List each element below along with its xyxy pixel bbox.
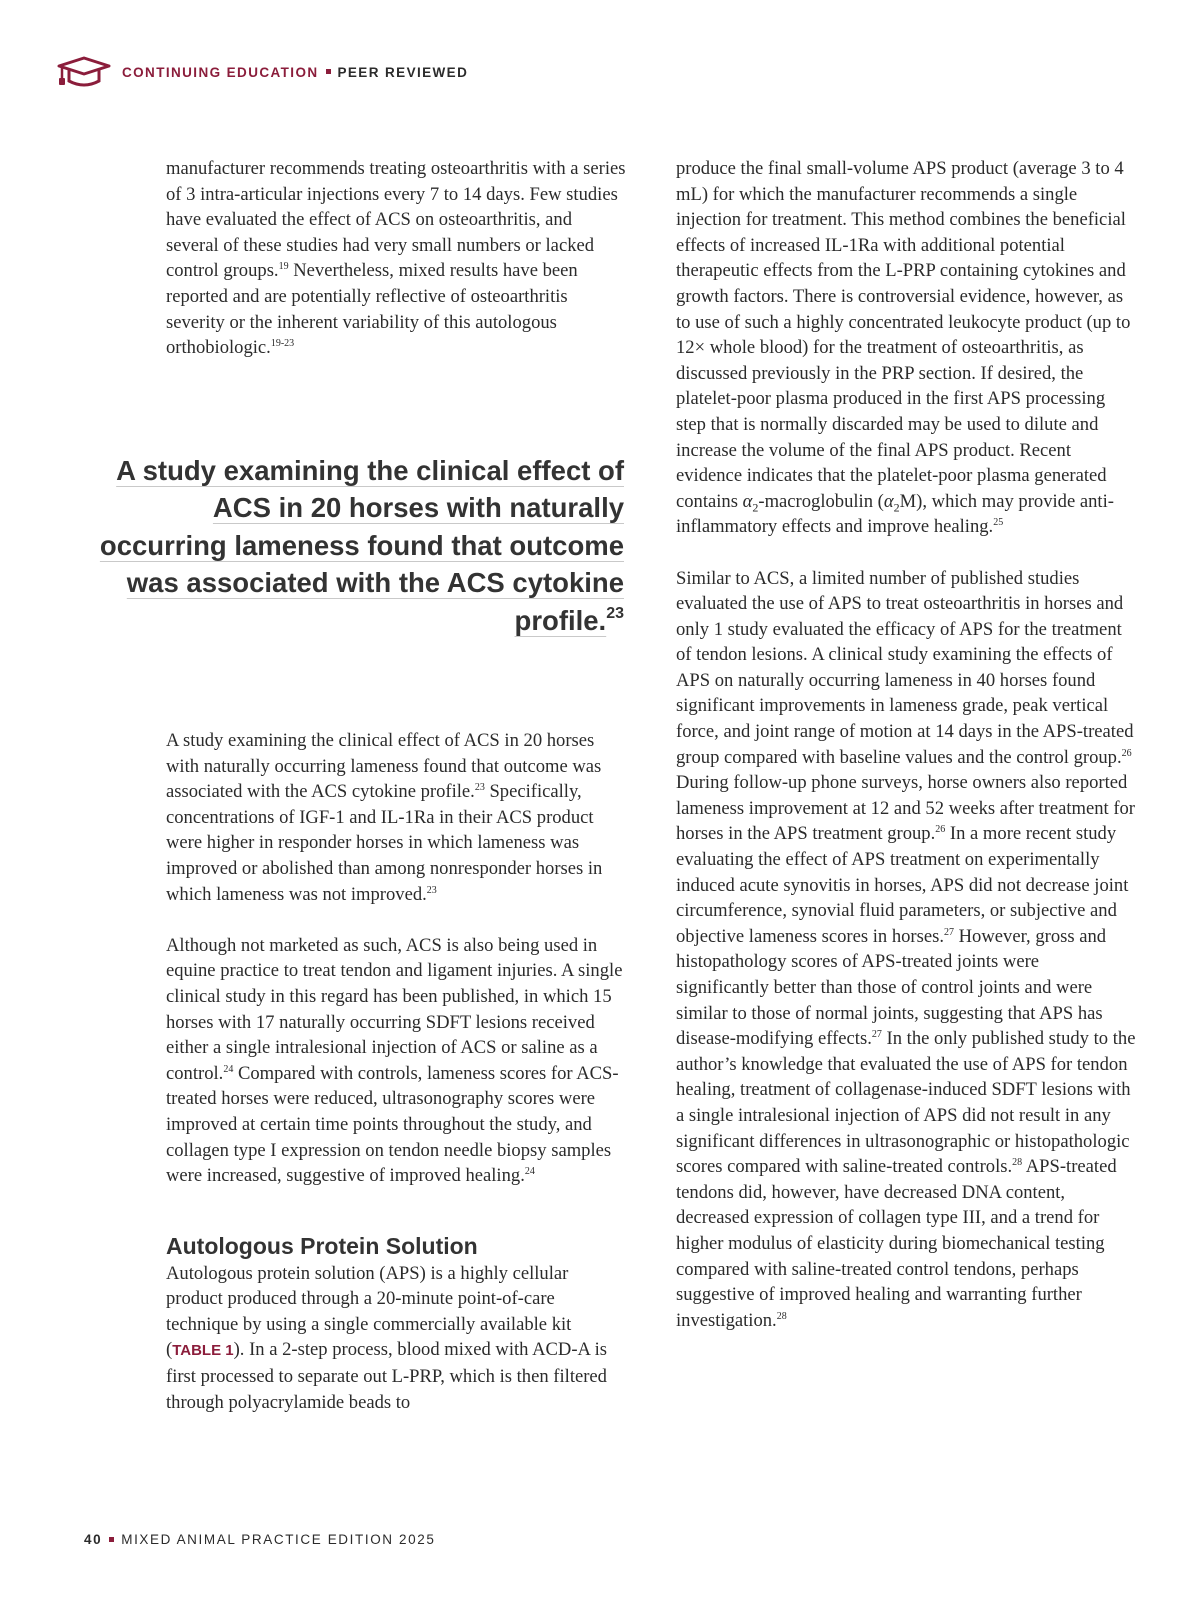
section-heading: Autologous Protein Solution — [166, 1232, 478, 1259]
citation: 23 — [426, 884, 437, 896]
citation: 25 — [993, 517, 1004, 529]
pull-quote-citation: 23 — [606, 604, 624, 622]
right-column — [676, 156, 1136, 1333]
citation: 27 — [943, 926, 954, 938]
left-column-bottom — [166, 728, 626, 1415]
citation: 24 — [223, 1063, 234, 1075]
citation: 27 — [871, 1029, 882, 1041]
citation: 24 — [524, 1166, 535, 1178]
paragraph: Although not marketed as such, ACS is also being used in equine practice to treat tendon and ligament injuries. A single clinical study in this regard has been published, in which 15 horses with 17 naturally occurring SDFT lesions received either a single intralesional injection of ACS or saline as a control.$^{24}$ Compared with controls, lameness scores for ACS-treated horses were reduced, ultrasonography scores were improved at certain time points throughout the study, and collagen type I expression on tendon needle biopsy samples were increased, suggestive of improved healing.$^{24}$ — [166, 934, 623, 1187]
graduation-cap-icon — [56, 52, 112, 92]
running-header — [56, 52, 468, 92]
citation: 26 — [935, 824, 946, 836]
citation: 19-23 — [270, 338, 295, 350]
header-label — [122, 65, 468, 80]
paragraph: manufacturer recommends treating osteoarthritis with a series of 3 intra-articular injections every 7 to 14 days. Few studies have evaluated the effect of ACS on osteoarthritis, and several of these studies had very small numbers or lacked control groups.$^{19}$ Nevertheless, mixed results have been reported and are potentially reflective of osteoarthritis severity or the inherent variability of this autologous orthobiologic.$^{19-23}$ — [166, 158, 626, 359]
paragraph: Similar to ACS, a limited number of published studies evaluated the use of APS to treat osteoarthritis in horses and only 1 study evaluated the efficacy of APS for the treatment of tendon lesions. A clinical study examining the effects of APS on naturally occurring lameness in 40 horses found significant improvements in lameness grade, peak vertical force, and joint range of motion at 14 days in the APS-treated group compared with baseline values and the control group.$^{26}$ During follow-up phone surveys, horse owners also reported lameness improvement at 12 and 52 weeks after treatment for horses in the APS treatment group.$^{26}$ In a more recent study evaluating the effect of APS treatment on experimentally induced acute synovitis in horses, APS did not decrease joint circumference, synovial fluid parameters, or subjective and objective lameness scores in horses.$^{27}$ However, gross and histopathology scores of APS-treated joints were significantly better than those of control joints and were similar to those of normal joints, suggesting that APS has disease-modifying effects.$^{27}$ In the only published study to the author’s knowledge that evaluated the use of APS for tendon healing, treatment of collagenase-induced SDFT lesions with a single intralesional injection of APS did not result in any significant differences in ultrasonographic or histopathologic scores compared with saline-treated controls.$^{28}$ APS-treated tendons did, however, have decreased DNA content, decreased expression of collagen type III, and a trend for higher modulus of elasticity during biomechanical testing compared with saline-treated control tendons, perhaps suggestive of improved healing and warranting further investigation.$^{28}$ — [676, 567, 1136, 1331]
header-subsection: PEER REVIEWED — [337, 64, 469, 80]
paragraph: A study examining the clinical effect of ACS in 20 horses with naturally occurring lameness found that outcome was associated with the ACS cytokine profile.$^{23}$ Specifically, concentrations of IGF-1 and IL-1Ra in their ACS product were higher in responder horses in which lameness was improved or abolished than among nonresponder horses in which lameness was not improved.$^{23}$ — [166, 730, 603, 905]
pull-quote — [90, 452, 624, 639]
left-column-top — [166, 156, 626, 361]
table-reference-link[interactable]: TABLE 1 — [172, 1342, 234, 1360]
citation: 26 — [1121, 747, 1132, 759]
paragraph: produce the final small-volume APS product (average 3 to 4 mL) for which the manufacturer recommends a single injection for treatment. This method combines the beneficial effects of increased IL-1Ra with additional potential therapeutic effects from the L-PRP containing cytokines and growth factors. There is controversial evidence, however, as to use of such a highly concentrated leukocyte product (up to 12× whole blood) for the treatment of osteoarthritis, as discussed previously in the PRP section. If desired, the platelet-poor plasma produced in the first APS processing step that is normally discarded may be used to dilute and increase the volume of the final APS product. Recent evidence indicates that the platelet-poor plasma generated contains $\alpha_2$-macroglobulin $(\alpha_2M)$, which may provide anti-inflammatory effects and improve healing.$^{25}$ — [676, 158, 1131, 538]
footer-separator — [109, 1537, 114, 1542]
page-footer — [84, 1532, 435, 1547]
citation: 28 — [1012, 1157, 1023, 1169]
header-separator — [326, 69, 331, 74]
header-section: CONTINUING EDUCATION — [122, 64, 319, 80]
citation: 23 — [474, 782, 485, 794]
citation: 28 — [776, 1310, 787, 1322]
page-number: 40 — [84, 1532, 103, 1547]
pull-quote-text: A study examining the clinical effect of ACS in 20 horses with naturally occurring lameness found that outcome was associated with the ACS cytokine profile. — [99, 455, 624, 636]
publication-name: MIXED ANIMAL PRACTICE EDITION 2025 — [121, 1532, 436, 1547]
paragraph: Autologous protein solution (APS) is a highly cellular product produced through a 20-minute point-of-care technique by using a single commercially available kit (TABLE 1). In a 2-step process, blood mixed with ACD-A is first processed to separate out L-PRP, which is then filtered through polyacrylamide beads to — [166, 1262, 607, 1413]
citation: 19 — [278, 261, 289, 273]
